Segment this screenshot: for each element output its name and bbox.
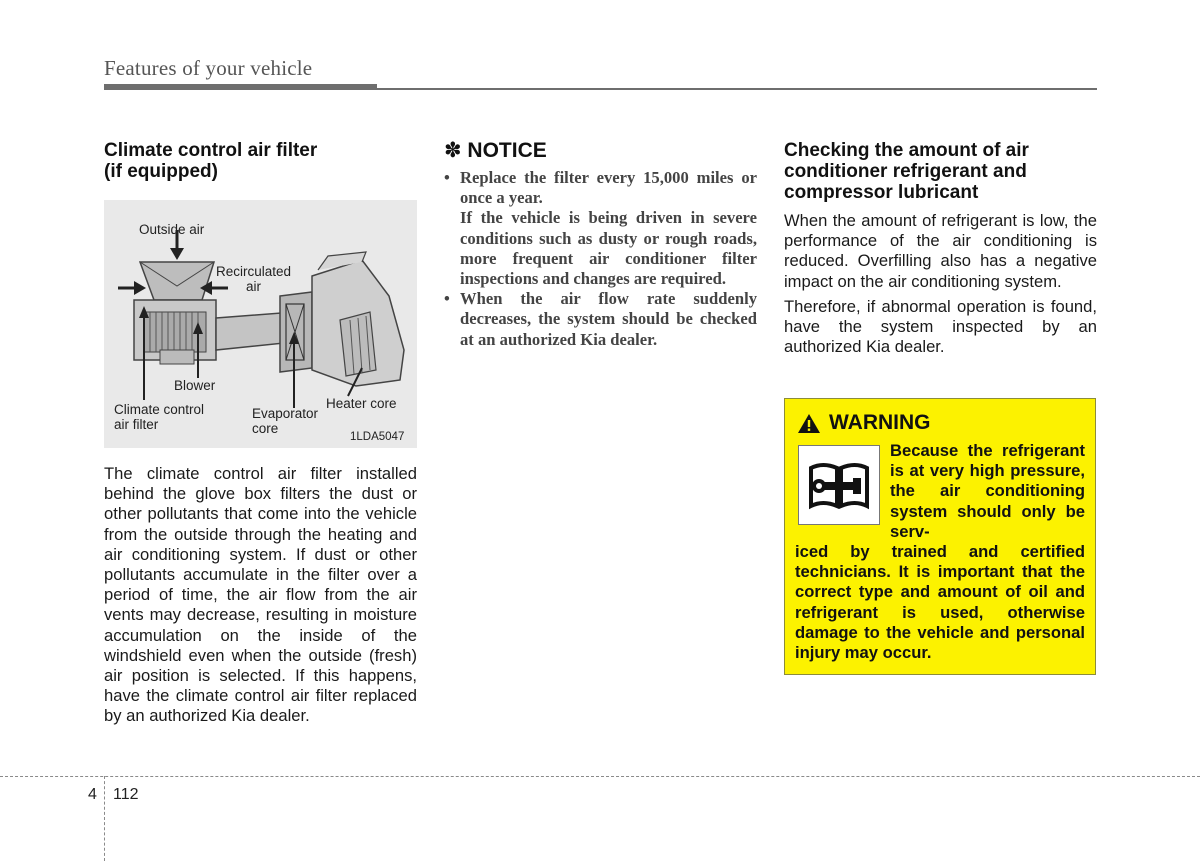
label-line: Climate control: [114, 402, 205, 417]
notice-item-text: When the air flow rate suddenly decreases, the system should be checked at an authorized Kia dealer.: [460, 289, 757, 349]
heading-line: (if equipped): [104, 161, 218, 182]
air-filter-body: The climate control air filter installed behind the glove box filters the dust or other pollutants that come into the vehicle from the outside through the heating and air conditioning system. If dust or other pollutants accumulate in the filter over a period of time, the air flow from the air vents may decrease, resulting in moisture accumulation on the inside of the windshield even when the outside (fresh) air position is selected. If this happens, have the climate control air filter replaced by an authorized Kia dealer.: [104, 464, 417, 726]
warning-title: WARNING: [829, 411, 931, 434]
notice-title: ✽ NOTICE: [444, 139, 547, 162]
figure-code: 1LDA5047: [350, 431, 405, 443]
column-air-filter: [104, 140, 417, 727]
header-rule-thick: [104, 84, 377, 90]
footer-vertical-dashed-rule: [104, 776, 105, 861]
label-climate-control-air-filter: [114, 402, 204, 432]
label-line: Evaporator: [252, 406, 319, 421]
label-line: air filter: [114, 417, 159, 432]
label-evaporator-core: [252, 406, 318, 436]
warning-text-side: Because the refrigerant is at very high pressure, the air conditioning system should only be serv-: [890, 441, 1085, 541]
label-recirculated-air: [216, 264, 291, 294]
notice-list: [444, 168, 757, 350]
heading-line: Climate control air filter: [104, 140, 318, 161]
column-refrigerant: [784, 140, 1097, 357]
label-line: core: [252, 421, 279, 436]
notice-item: [444, 289, 757, 350]
notice-item: [444, 168, 757, 289]
heading-line: conditioner refrigerant and: [784, 161, 1027, 182]
warning-header: [797, 411, 931, 435]
footer-dashed-rule: [0, 776, 1200, 777]
notice-item-text: Replace the filter every 15,000 miles or once a year.: [460, 168, 757, 208]
label-outside-air: Outside air: [139, 222, 205, 237]
notice-item-text: If the vehicle is being driven in severe conditions such as dusty or rough roads, more frequent air conditioner filter inspections and changes are required.: [460, 208, 757, 289]
refrigerant-para-1: When the amount of refrigerant is low, the performance of the air conditioning is reduced. Overfilling also has a negative impact on the air conditioning system.: [784, 211, 1097, 291]
header-rule-thin: [377, 88, 1097, 90]
warning-text-full: iced by trained and certified technicians. It is important that the correct type and amount of oil and refrigerant is used, otherwise damage to the vehicle and personal injury may occur.: [795, 542, 1085, 663]
label-blower: Blower: [174, 378, 216, 393]
column-notice: [444, 140, 757, 350]
refrigerant-para-2: Therefore, if abnormal operation is found, have the system inspected by an authorized Kia dealer.: [784, 296, 1097, 357]
label-line: air: [246, 279, 262, 294]
label-line: Recirculated: [216, 264, 292, 279]
page-number: 112: [113, 786, 139, 803]
section-heading-air-filter: [104, 140, 417, 182]
page-header-title: Features of your vehicle: [104, 56, 313, 80]
heading-line: compressor lubricant: [784, 182, 979, 203]
manual-book-icon: [798, 445, 880, 525]
chapter-number: 4: [88, 786, 97, 803]
warning-box: [784, 398, 1096, 675]
air-filter-diagram: [104, 200, 417, 448]
warning-triangle-icon: [797, 413, 821, 434]
heading-line: Checking the amount of air: [784, 140, 1029, 161]
label-heater-core: Heater core: [326, 396, 397, 411]
section-heading-refrigerant: [784, 140, 1097, 203]
book-wrench-icon: [799, 446, 879, 524]
